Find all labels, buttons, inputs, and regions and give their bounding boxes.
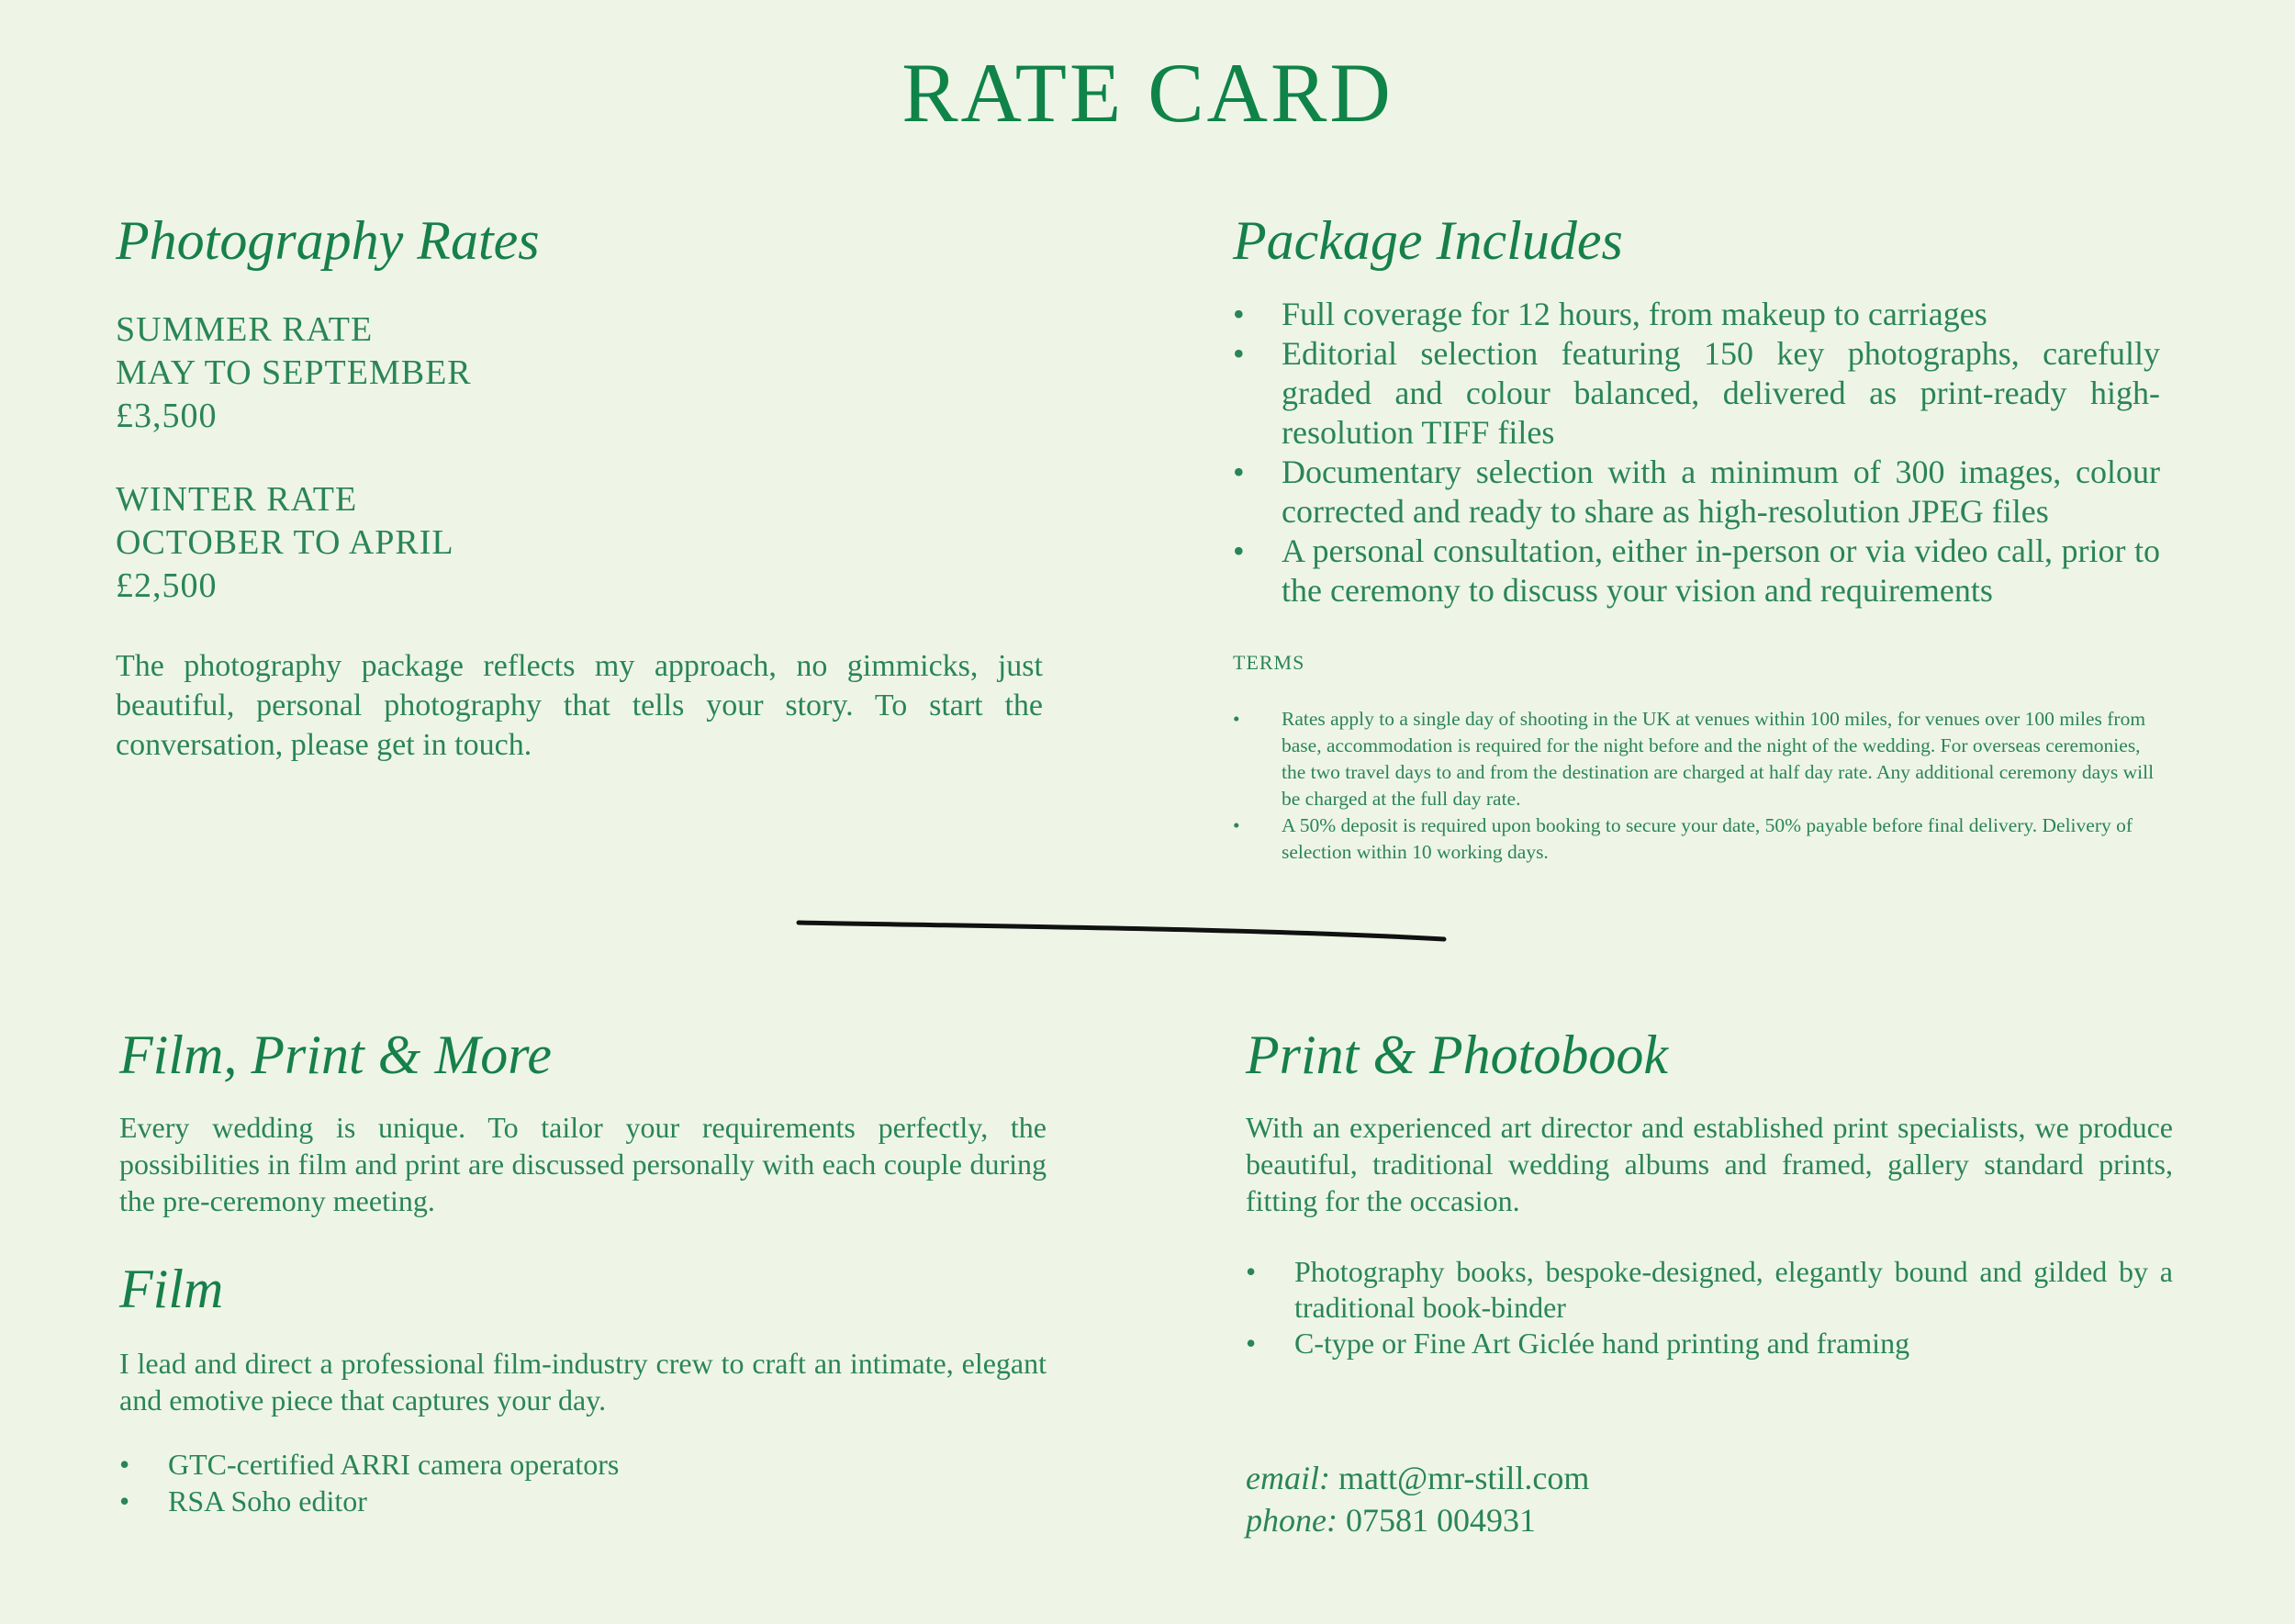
list-item: • Photography books, bespoke-designed, elegantly bound and gilded by a traditional book-binder: [1246, 1254, 2173, 1326]
summer-rate-price: £3,500: [116, 397, 218, 435]
film-section: [119, 1258, 1047, 1519]
summer-rate-label: SUMMER RATE: [116, 310, 374, 349]
terms-heading: TERMS: [1233, 651, 1305, 674]
phone-link[interactable]: 07581 004931: [1345, 1502, 1536, 1539]
terms-list: [1233, 706, 2160, 866]
summer-rate-months: MAY TO SEPTEMBER: [116, 353, 472, 392]
photography-description: The photography package reflects my approach, no gimmicks, just beautiful, personal photography that tells your story. To start the conversation, please get in touch.: [116, 649, 1043, 762]
film-print-heading: Film, Print & More: [119, 1025, 553, 1085]
film-print-text: Every wedding is unique. To tailor your requirements perfectly, the possibilities in film and print are discussed personally with each couple during the pre-ceremony meeting.: [119, 1111, 1047, 1217]
email-link[interactable]: matt@mr-still.com: [1338, 1460, 1590, 1496]
contact-block: [1246, 1457, 2164, 1541]
terms-item: • A 50% deposit is required upon booking to secure your date, 50% payable before final delivery. Delivery of selection within 10 working days.: [1233, 812, 2160, 866]
winter-rate-price: £2,500: [116, 566, 218, 605]
package-items-list: [1233, 295, 2160, 610]
print-photobook-text: With an experienced art director and established print specialists, we produce beautiful, traditional wedding albums and framed, gallery standard prints, fitting for the occasion.: [1246, 1111, 2173, 1217]
winter-rate-months: OCTOBER TO APRIL: [116, 523, 454, 562]
film-items-list: [119, 1446, 1047, 1519]
email-label: email:: [1246, 1460, 1330, 1496]
list-item: • Documentary selection with a minimum of 300 images, colour corrected and ready to share as high-resolution JPEG files: [1233, 453, 2160, 532]
film-heading: Film: [119, 1259, 224, 1319]
list-item: • Full coverage for 12 hours, from makeup to carriages: [1233, 295, 2160, 334]
photography-rates-section: [116, 209, 1043, 765]
email-line: [1246, 1457, 2164, 1499]
terms-item: • Rates apply to a single day of shooting in the UK at venues within 100 miles, for venues over 100 miles from base, accommodation is required for the night before and the night of the wedding. For overseas ceremonies, the two travel days to and from the destination are charged at half day rate. Any additional ceremony days will be charged at the full day rate.: [1233, 706, 2160, 812]
list-item: • GTC-certified ARRI camera operators: [119, 1446, 1047, 1483]
photography-rates-heading: Photography Rates: [116, 210, 540, 271]
list-item: • C-type or Fine Art Giclée hand printing and framing: [1246, 1326, 2173, 1361]
print-items-list: [1246, 1254, 2173, 1361]
list-item: • RSA Soho editor: [119, 1483, 1047, 1519]
package-includes-heading: Package Includes: [1233, 210, 1623, 271]
list-item: • A personal consultation, either in-person or via video call, prior to the ceremony to discuss your vision and requirements: [1233, 532, 2160, 610]
summer-rate: [116, 308, 1043, 438]
page-title: RATE CARD: [901, 46, 1394, 140]
film-print-section: [119, 1024, 1047, 1219]
phone-label: phone:: [1246, 1502, 1338, 1539]
winter-rate-label: WINTER RATE: [116, 480, 358, 519]
list-item: • Editorial selection featuring 150 key photographs, carefully graded and colour balanced, delivered as print-ready high-resolution TIFF files: [1233, 334, 2160, 453]
winter-rate: [116, 478, 1043, 608]
print-photobook-heading: Print & Photobook: [1246, 1025, 1668, 1085]
phone-line: [1246, 1499, 2164, 1541]
package-includes-section: [1233, 209, 2160, 866]
print-photobook-section: [1246, 1024, 2173, 1361]
film-text: I lead and direct a professional film-industry crew to craft an intimate, elegant and emotive piece that captures your day.: [119, 1347, 1047, 1417]
divider-line: [789, 913, 1450, 950]
